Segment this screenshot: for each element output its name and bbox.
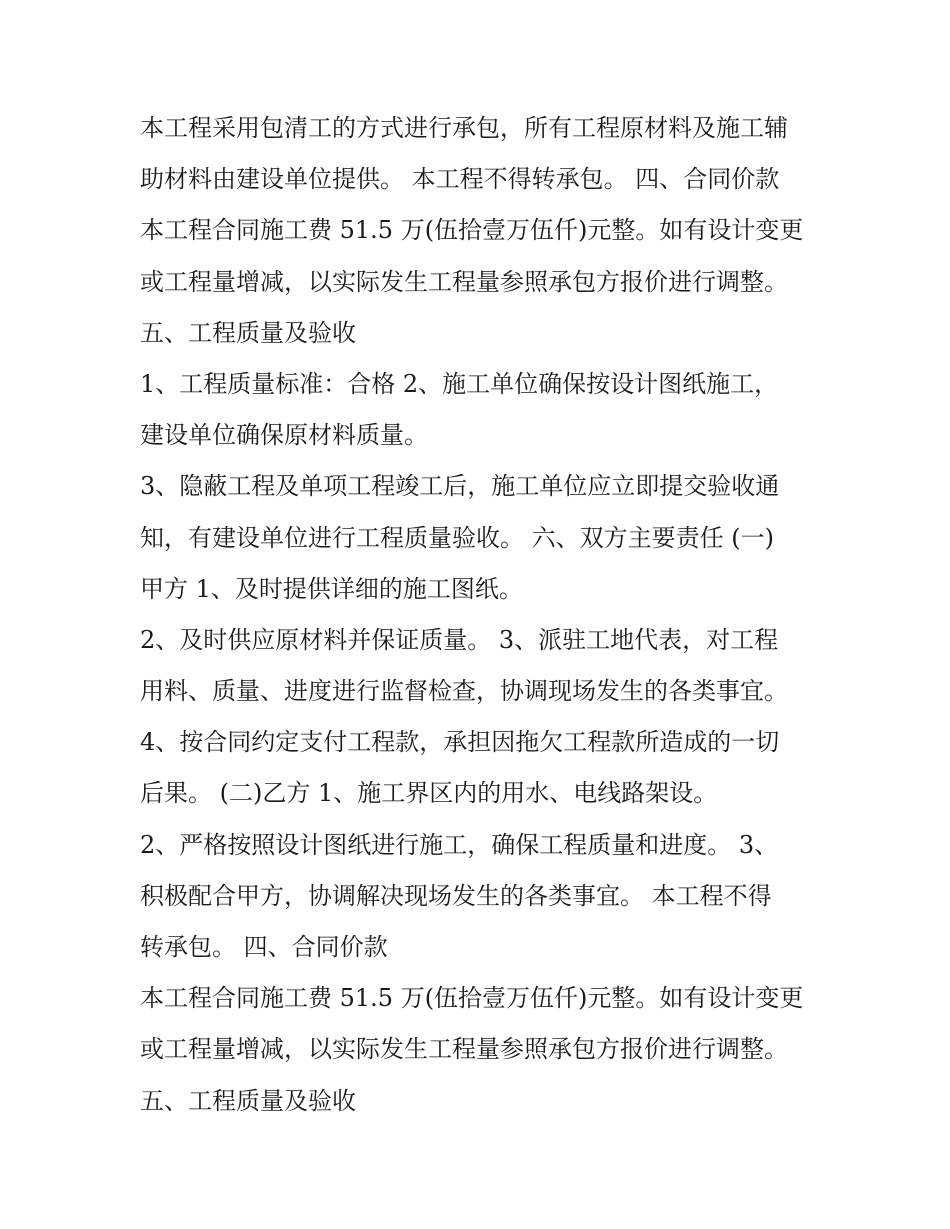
text-line: 积极配合甲方，协调解决现场发生的各类事宜。 本工程不得 xyxy=(140,881,772,910)
text-line: 甲方 1、及时提供详细的施工图纸。 xyxy=(140,574,523,603)
section-heading: 五、工程质量及验收 xyxy=(140,1086,356,1115)
text-line: 转承包。 四、合同价款 xyxy=(140,933,388,961)
text-line: 3、隐蔽工程及单项工程竣工后，施工单位应立即提交验收通 xyxy=(140,472,780,501)
text-line: 2、严格按照设计图纸进行施工，确保工程质量和进度。 3、 xyxy=(140,830,779,859)
text-line: 本工程合同施工费 51.5 万(伍拾壹万伍仟)元整。如有设计变更 xyxy=(140,216,804,245)
text-line: 或工程量增减，以实际发生工程量参照承包方报价进行调整。 xyxy=(140,1035,788,1064)
text-line: 建设单位确保原材料质量。 xyxy=(140,421,428,450)
text-line: 后果。 (二)乙方 1、施工界区内的用水、电线路架设。 xyxy=(140,779,718,808)
text-line: 用料、质量、进度进行监督检查，协调现场发生的各类事宜。 xyxy=(140,677,788,706)
text-line: 本工程采用包清工的方式进行承包，所有工程原材料及施工辅 xyxy=(140,114,788,142)
text-line: 或工程量增减，以实际发生工程量参照承包方报价进行调整。 xyxy=(140,267,788,296)
text-line: 2、及时供应原材料并保证质量。 3、派驻工地代表，对工程 xyxy=(140,625,779,654)
text-line: 助材料由建设单位提供。 本工程不得转承包。 四、合同价款 xyxy=(140,165,780,194)
text-line: 1、工程质量标准：合格 2、施工单位确保按设计图纸施工， xyxy=(140,369,779,398)
document-body xyxy=(140,103,830,1127)
text-line: 本工程合同施工费 51.5 万(伍拾壹万伍仟)元整。如有设计变更 xyxy=(140,984,804,1013)
text-line: 知，有建设单位进行工程质量验收。 六、双方主要责任 (一) xyxy=(140,523,774,552)
section-heading: 五、工程质量及验收 xyxy=(140,318,356,347)
text-line: 4、按合同约定支付工程款，承担因拖欠工程款所造成的一切 xyxy=(140,728,780,757)
